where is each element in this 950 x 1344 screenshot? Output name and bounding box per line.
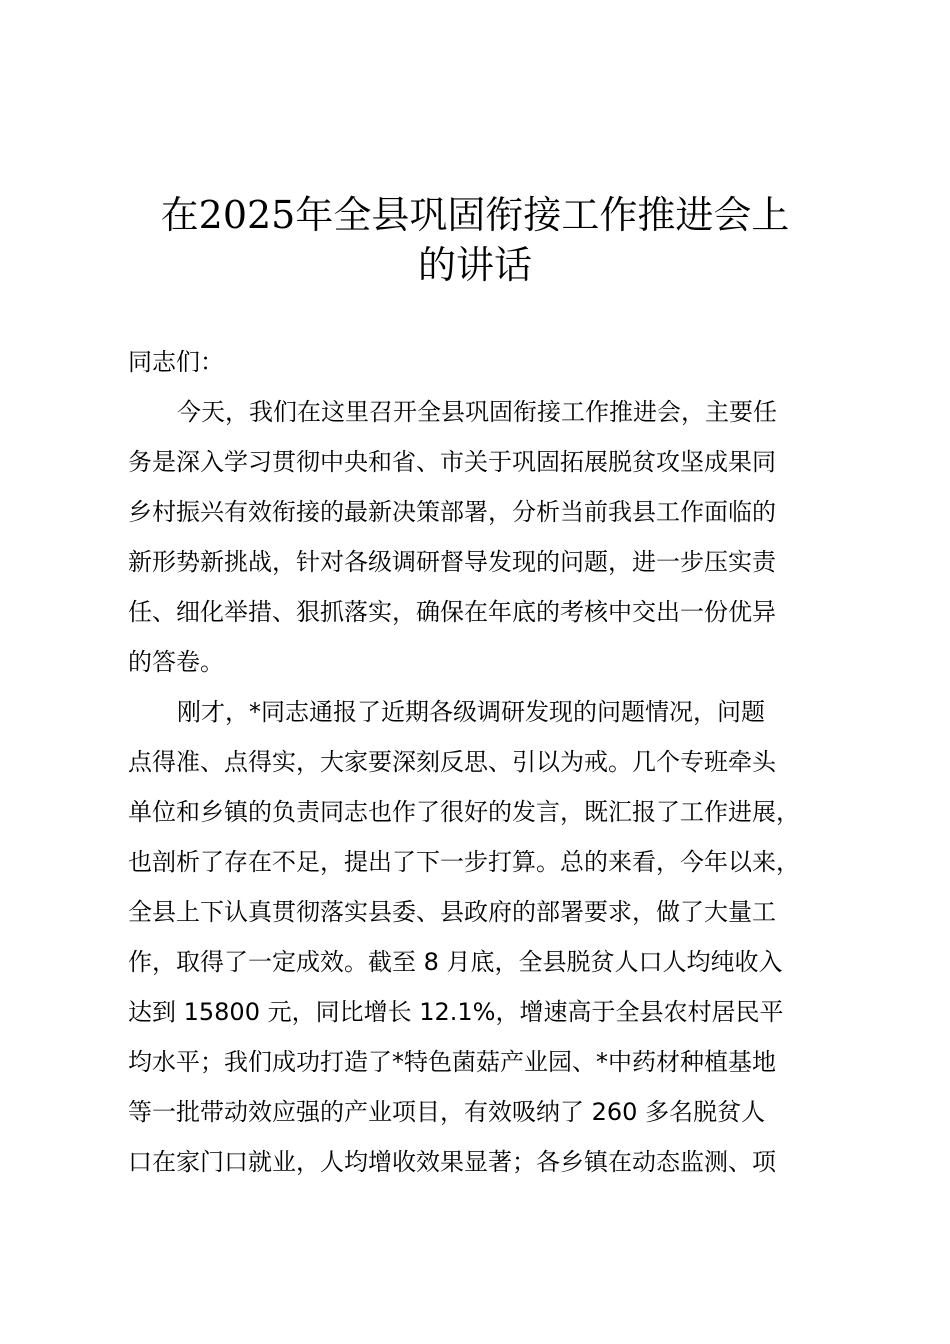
document-title-line-2: 的讲话: [417, 243, 532, 287]
document-body: [128, 337, 858, 1187]
paragraph-line: 任、细化举措、狠抓落实，确保在年底的考核中交出一份优异: [128, 598, 776, 626]
paragraph: [128, 387, 858, 687]
paragraph-line: 全县上下认真贯彻落实县委、县政府的部署要求，做了大量工: [128, 898, 776, 926]
paragraph-line: 口在家门口就业，人均增收效果显著；各乡镇在动态监测、项: [128, 1148, 776, 1176]
paragraph-line: 务是深入学习贯彻中央和省、市关于巩固拓展脱贫攻坚成果同: [128, 448, 776, 476]
paragraph-line: 也剖析了存在不足，提出了下一步打算。总的来看，今年以来，: [128, 848, 800, 876]
paragraph-line: 今天，我们在这里召开全县巩固衔接工作推进会，主要任: [177, 398, 777, 426]
paragraph-line: 作，取得了一定成效。截至 8 月底，全县脱贫人口人均纯收入: [128, 948, 783, 976]
paragraph-line: 达到 15800 元，同比增长 12.1%，增速高于全县农村居民平: [128, 998, 784, 1026]
paragraph-line: 的答卷。: [128, 648, 224, 676]
paragraph-line: 等一批带动效应强的产业项目，有效吸纳了 260 多名脱贫人: [128, 1098, 766, 1126]
paragraph-line: 单位和乡镇的负责同志也作了很好的发言，既汇报了工作进展，: [128, 798, 800, 826]
paragraph-line: 新形势新挑战，针对各级调研督导发现的问题，进一步压实责: [128, 548, 776, 576]
salutation: 同志们：: [128, 348, 224, 376]
document-title-line-1: 在2025年全县巩固衔接工作推进会上: [160, 193, 790, 237]
paragraph-line: 点得准、点得实，大家要深刻反思、引以为戒。几个专班牵头: [128, 748, 776, 776]
paragraph-line: 均水平；我们成功打造了*特色菌菇产业园、*中药材种植基地: [128, 1048, 776, 1076]
paragraph-line: 刚才，*同志通报了近期各级调研发现的问题情况，问题: [177, 698, 765, 726]
paragraph: [128, 687, 858, 1187]
paragraph-line: 乡村振兴有效衔接的最新决策部署，分析当前我县工作面临的: [128, 498, 776, 526]
